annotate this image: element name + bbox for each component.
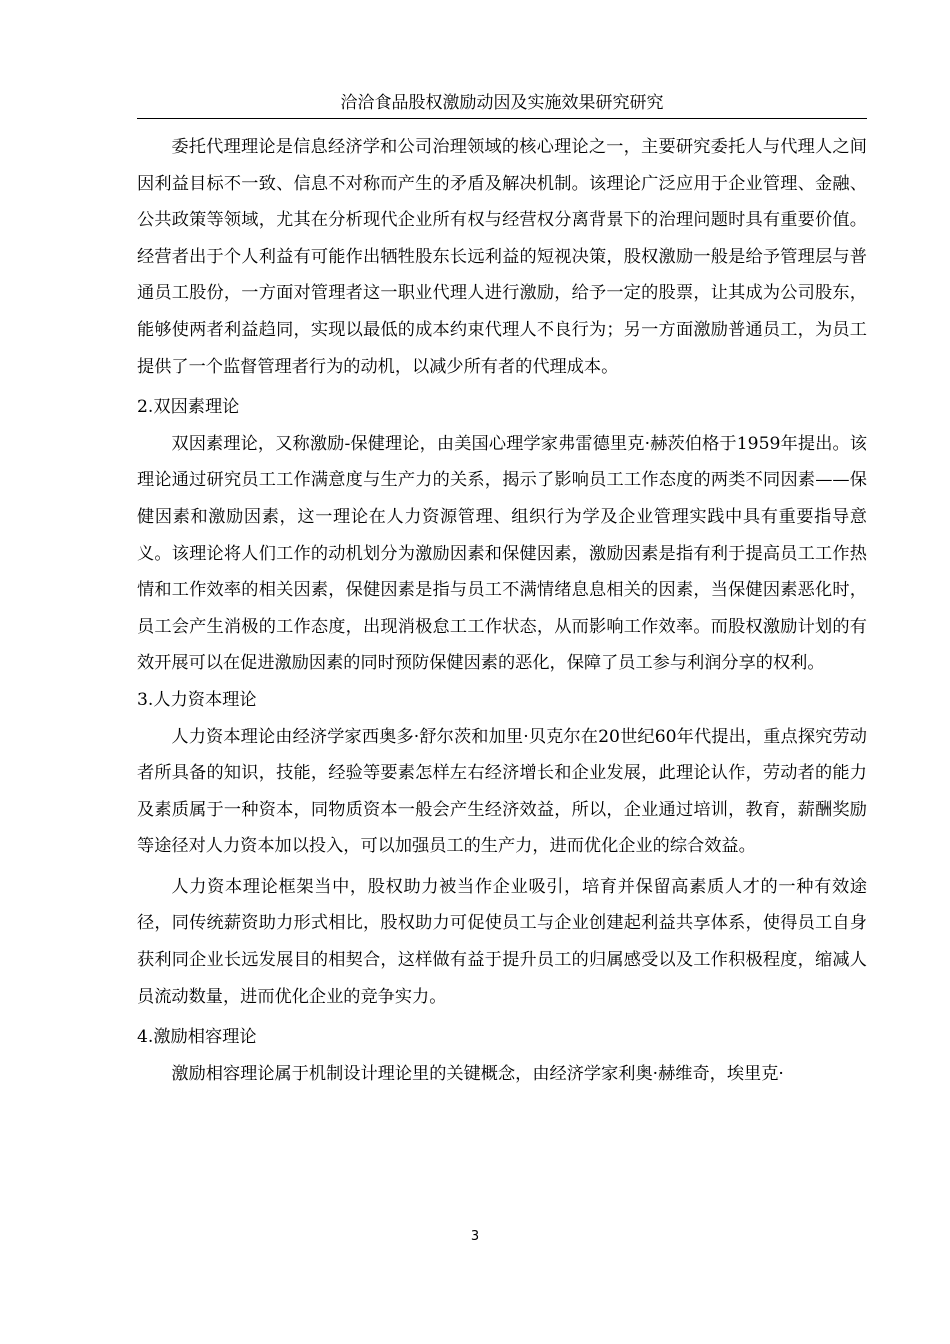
section-number: 2. (137, 397, 154, 418)
section-heading-incentive-compatibility-theory (137, 1019, 867, 1056)
section-heading-human-capital-theory (137, 682, 867, 719)
section-title: 双因素理论 (153, 397, 240, 418)
section-number: 4. (137, 1027, 154, 1048)
paragraph-two-factor-theory: 双因素理论，又称激励-保健理论，由美国心理学家弗雷德里克·赫茨伯格于1959年提出。该理论通过研究员工工作满意度与生产力的关系，揭示了影响员工工作态度的两类不同因素——保健因素和激励因素，这一理论在人力资源管理、组织行为学及企业管理实践中具有重要指导意义。该理论将人们工作的动机划分为激励因素和保健因素，激励因素是指有利于提高员工工作热情和工作效率的相关因素，保健因素是指与员工不满情绪息息相关的因素，当保健因素恶化时，员工会产生消极的工作态度，出现消极怠工工作状态，从而影响工作效率。而股权激励计划的有效开展可以在促进激励因素的同时预防保健因素的恶化，保障了员工参与利润分享的权利。 (137, 433, 867, 674)
paragraph-human-capital-equity: 人力资本理论框架当中，股权助力被当作企业吸引，培育并保留高素质人才的一种有效途径，同传统薪资助力形式相比，股权助力可促使员工与企业创建起利益共享体系，使得员工自身获利同企业长远发展目的相契合，这样做有益于提升员工的归属感受以及工作积极程度，缩减人员流动数量，进而优化企业的竞争实力。 (137, 876, 867, 1007)
section-title: 激励相容理论 (153, 1027, 257, 1048)
running-header-title: 洽洽食品股权激励动因及实施效果研究研究 (340, 93, 664, 113)
page-number: 3 (470, 1229, 480, 1244)
section-heading-two-factor-theory (137, 389, 867, 426)
section-number: 3. (137, 689, 154, 710)
paragraph-human-capital-theory: 人力资本理论由经济学家西奥多·舒尔茨和加里·贝克尔在20世纪60年代提出，重点探究劳动者所具备的知识，技能，经验等要素怎样左右经济增长和企业发展，此理论认作，劳动者的能力及素质属于一种资本，同物质资本一般会产生经济效益，所以，企业通过培训，教育，薪酬奖励等途径对人力资本加以投入，可以加强员工的生产力，进而优化企业的综合效益。 (137, 726, 867, 857)
page-body (137, 129, 867, 1092)
paragraph-principal-agent-theory: 委托代理理论是信息经济学和公司治理领域的核心理论之一，主要研究委托人与代理人之间因利益目标不一致、信息不对称而产生的矛盾及解决机制。该理论广泛应用于企业管理、金融、公共政策等领域，尤其在分析现代企业所有权与经营权分离背景下的治理问题时具有重要价值。经营者出于个人利益有可能作出牺牲股东长远利益的短视决策，股权激励一般是给予管理层与普通员工股份，一方面对管理者这一职业代理人进行激励，给予一定的股票，让其成为公司股东，能够使两者利益趋同，实现以最低的成本约束代理人不良行为；另一方面激励普通员工，为员工提供了一个监督管理者行为的动机，以减少所有者的代理成本。 (137, 137, 867, 377)
header-rule (137, 118, 867, 119)
section-title: 人力资本理论 (153, 689, 257, 710)
paragraph-incentive-compatibility-theory: 激励相容理论属于机制设计理论里的关键概念，由经济学家利奥·赫维奇，埃里克· (171, 1063, 784, 1084)
